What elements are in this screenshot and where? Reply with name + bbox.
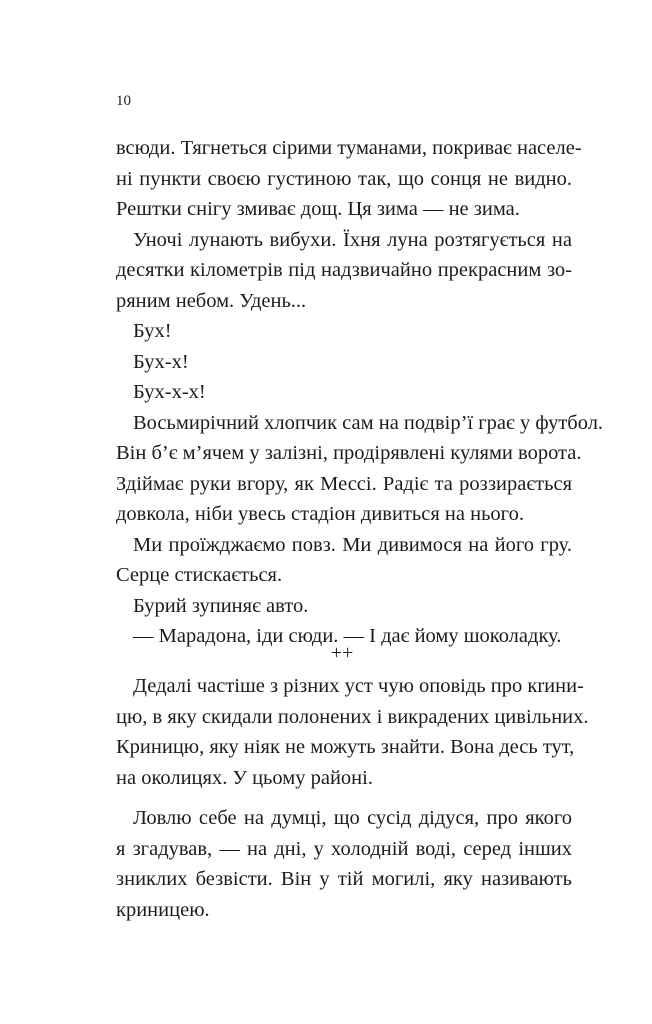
text-line: всюди. Тягнеться сірими туманами, покриває населе- — [116, 137, 582, 159]
text-line: криницею. — [116, 898, 210, 921]
text-line: Ловлю себе на думці, що сусід дідуся, про якого — [133, 807, 572, 829]
text-line: Дедалі частіше з різних уст чую оповідь про кrини- — [133, 675, 584, 697]
text-line: довкола, ніби увесь стадіон дивиться на нього. — [116, 503, 524, 525]
text-line: цю, в яку скидали полонених і викрадених цивільних. — [116, 705, 589, 728]
text-line: Криницю, яку ніяк не можуть знайти. Вона десь тут, — [116, 736, 575, 758]
text-line: Ми проїжджаємо повз. Ми дивимося на його гру. — [133, 533, 572, 556]
text-line: — Марадона, іди сюди. — І дає йому шоколадку. — [133, 625, 562, 647]
text-line: я згадував, — на дні, у холодній воді, серед інших — [116, 837, 572, 860]
text-line: на околицях. У цьому районі. — [116, 766, 373, 789]
text-line: Серце стискається. — [116, 564, 283, 586]
text-line: Здіймає руки вгору, як Мессі. Радіє та роззирається — [116, 472, 572, 495]
text-line: ряним небом. Удень... — [116, 289, 307, 312]
text-line: ні пункти своєю густиною так, що сонця не видно. — [116, 167, 572, 190]
text-block-1 — [116, 133, 604, 652]
text-line: Він б’є м’ячем у залізні, продірявлені кулями ворота. — [116, 442, 582, 464]
text-line: десятки кілометрів під надзвичайно прекрасним зо- — [116, 259, 572, 281]
text-line: Рештки снігу змиває дощ. Ця зима — не зима. — [116, 198, 520, 220]
text-block-2 — [116, 671, 589, 793]
text-line: Уночі лунають вибухи. Їхня луна розтягується на — [133, 228, 572, 251]
text-block-3 — [116, 803, 572, 925]
text-line: Бух! — [133, 320, 172, 342]
section-separator: ++ — [330, 642, 354, 664]
text-line: Восьмирічний хлопчик сам на подвір’ї грає у футбол. — [133, 411, 604, 434]
text-line: Бух-х! — [133, 350, 189, 373]
text-line: Бух-х-х! — [133, 381, 206, 403]
text-line: Бурий зупиняє авто. — [133, 594, 309, 617]
text-line: зниклих безвісти. Він у тій могилі, яку називають — [116, 868, 572, 890]
page-number: 10 — [116, 93, 131, 109]
